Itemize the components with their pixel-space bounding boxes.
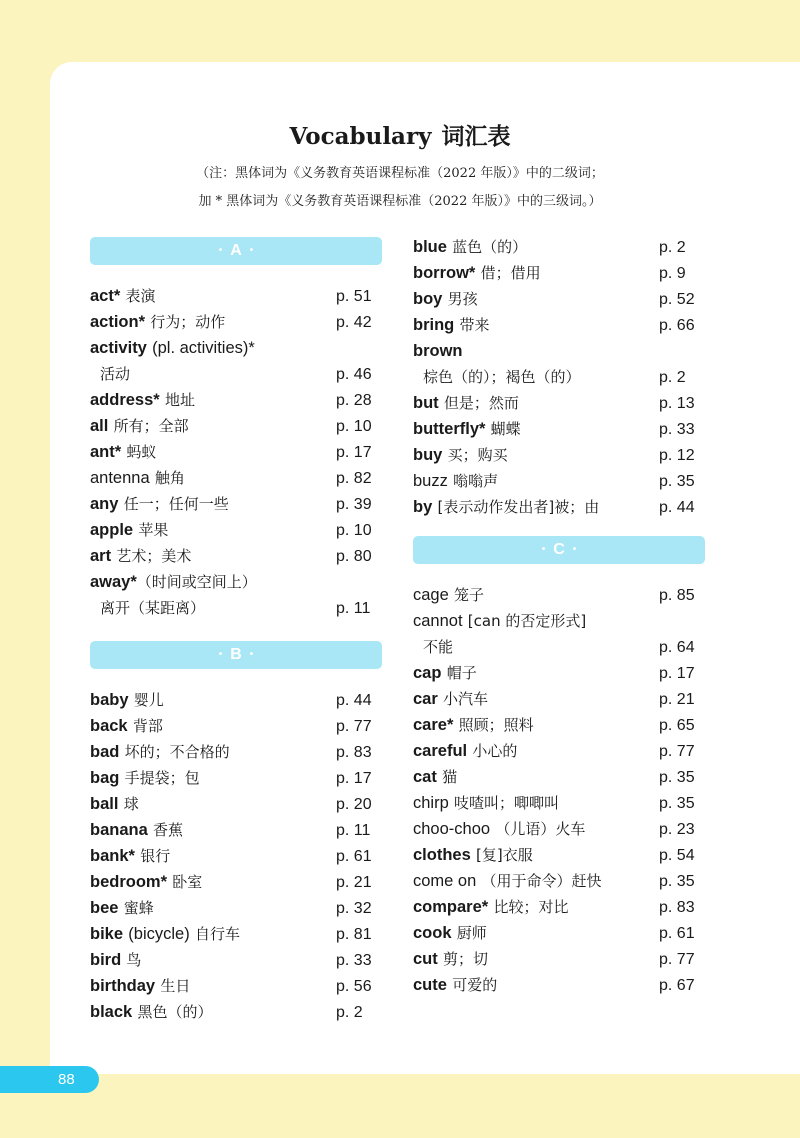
- entry-bird: bird 鸟 p. 33: [90, 951, 372, 969]
- entry-birthday: birthday 生日 p. 56: [90, 977, 372, 995]
- entry-action: action* 行为；动作 p. 42: [90, 313, 372, 331]
- note-line-2: 加 * 黑体词为《义务教育英语课程标准（2022 年版）》中的三级词。）: [198, 194, 602, 209]
- entry-apple: apple 苹果 p. 10: [90, 521, 372, 539]
- entry-cook: cook 厨师 p. 61: [413, 924, 695, 942]
- entry-come-on: come on （用于命令）赶快 p. 35: [413, 872, 695, 890]
- entry-by: by [表示动作发出者]被；由 p. 44: [413, 498, 695, 516]
- entry-bad: bad 坏的；不合格的 p. 83: [90, 743, 372, 761]
- entry-activity: activity (pl. activities)*: [90, 339, 255, 357]
- entry-brown-def: 棕色（的）；褐色（的） p. 2: [423, 368, 686, 386]
- entry-blue: blue 蓝色（的） p. 2: [413, 238, 686, 256]
- entry-bike: bike (bicycle) 自行车 p. 81: [90, 925, 372, 943]
- entry-borrow: borrow* 借；借用 p. 9: [413, 264, 686, 282]
- entry-cut: cut 剪；切 p. 77: [413, 950, 695, 968]
- entry-all: all 所有；全部 p. 10: [90, 417, 372, 435]
- entry-activity-def: 活动 p. 46: [100, 365, 372, 383]
- entry-baby: baby 婴儿 p. 44: [90, 691, 372, 709]
- section-header-c: • C •: [413, 536, 705, 564]
- left-column: [90, 235, 382, 1025]
- entry-buzz: buzz 嗡嗡声 p. 35: [413, 472, 695, 490]
- entry-chirp: chirp 吱喳叫；唧唧叫 p. 35: [413, 794, 695, 812]
- entry-but: but 但是；然而 p. 13: [413, 394, 695, 412]
- entry-banana: banana 香蕉 p. 11: [90, 821, 371, 839]
- entry-cannot-def: 不能 p. 64: [423, 638, 695, 656]
- entry-cat: cat 猫 p. 35: [413, 768, 695, 786]
- title-cn: 词汇表: [441, 124, 511, 150]
- entry-car: car 小汽车 p. 21: [413, 690, 695, 708]
- page-title: [0, 118, 800, 151]
- entry-address: address* 地址 p. 28: [90, 391, 372, 409]
- section-header-a: • A •: [90, 237, 382, 265]
- entry-care: care* 照顾；照料 p. 65: [413, 716, 695, 734]
- entry-cap: cap 帽子 p. 17: [413, 664, 695, 682]
- entry-bring: bring 带来 p. 66: [413, 316, 695, 334]
- entry-any: any 任一；任何一些 p. 39: [90, 495, 372, 513]
- section-header-b: • B •: [90, 641, 382, 669]
- entry-black: black 黑色（的） p. 2: [90, 1003, 363, 1021]
- title-en: Vocabulary: [289, 123, 432, 150]
- entry-compare: compare* 比较；对比 p. 83: [413, 898, 695, 916]
- entry-careful: careful 小心的 p. 77: [413, 742, 695, 760]
- entry-away-def: 离开（某距离） p. 11: [100, 599, 371, 617]
- entry-antenna: antenna 触角 p. 82: [90, 469, 372, 487]
- entry-boy: boy 男孩 p. 52: [413, 290, 695, 308]
- entry-brown: brown: [413, 342, 463, 360]
- entry-clothes: clothes [复]衣服 p. 54: [413, 846, 695, 864]
- entry-cage: cage 笼子 p. 85: [413, 586, 695, 604]
- entry-choo-choo: choo-choo （儿语）火车 p. 23: [413, 820, 695, 838]
- entry-act: act* 表演 p. 51: [90, 287, 372, 305]
- page-number: 88: [0, 1066, 99, 1093]
- entry-bag: bag 手提袋；包 p. 17: [90, 769, 372, 787]
- entry-bedroom: bedroom* 卧室 p. 21: [90, 873, 372, 891]
- entry-bee: bee 蜜蜂 p. 32: [90, 899, 372, 917]
- entry-cannot: cannot [can 的否定形式]: [413, 612, 587, 630]
- entry-away: away*（时间或空间上）: [90, 573, 257, 591]
- right-column: [413, 234, 705, 998]
- entry-cute: cute 可爱的 p. 67: [413, 976, 695, 994]
- entry-ant: ant* 蚂蚁 p. 17: [90, 443, 372, 461]
- entry-back: back 背部 p. 77: [90, 717, 372, 735]
- entry-buy: buy 买；购买 p. 12: [413, 446, 695, 464]
- entry-bank: bank* 银行 p. 61: [90, 847, 372, 865]
- entry-art: art 艺术；美术 p. 80: [90, 547, 372, 565]
- note-line-1: （注：黑体词为《义务教育英语课程标准（2022 年版）》中的二级词；: [196, 166, 604, 181]
- entry-butterfly: butterfly* 蝴蝶 p. 33: [413, 420, 695, 438]
- entry-ball: ball 球 p. 20: [90, 795, 372, 813]
